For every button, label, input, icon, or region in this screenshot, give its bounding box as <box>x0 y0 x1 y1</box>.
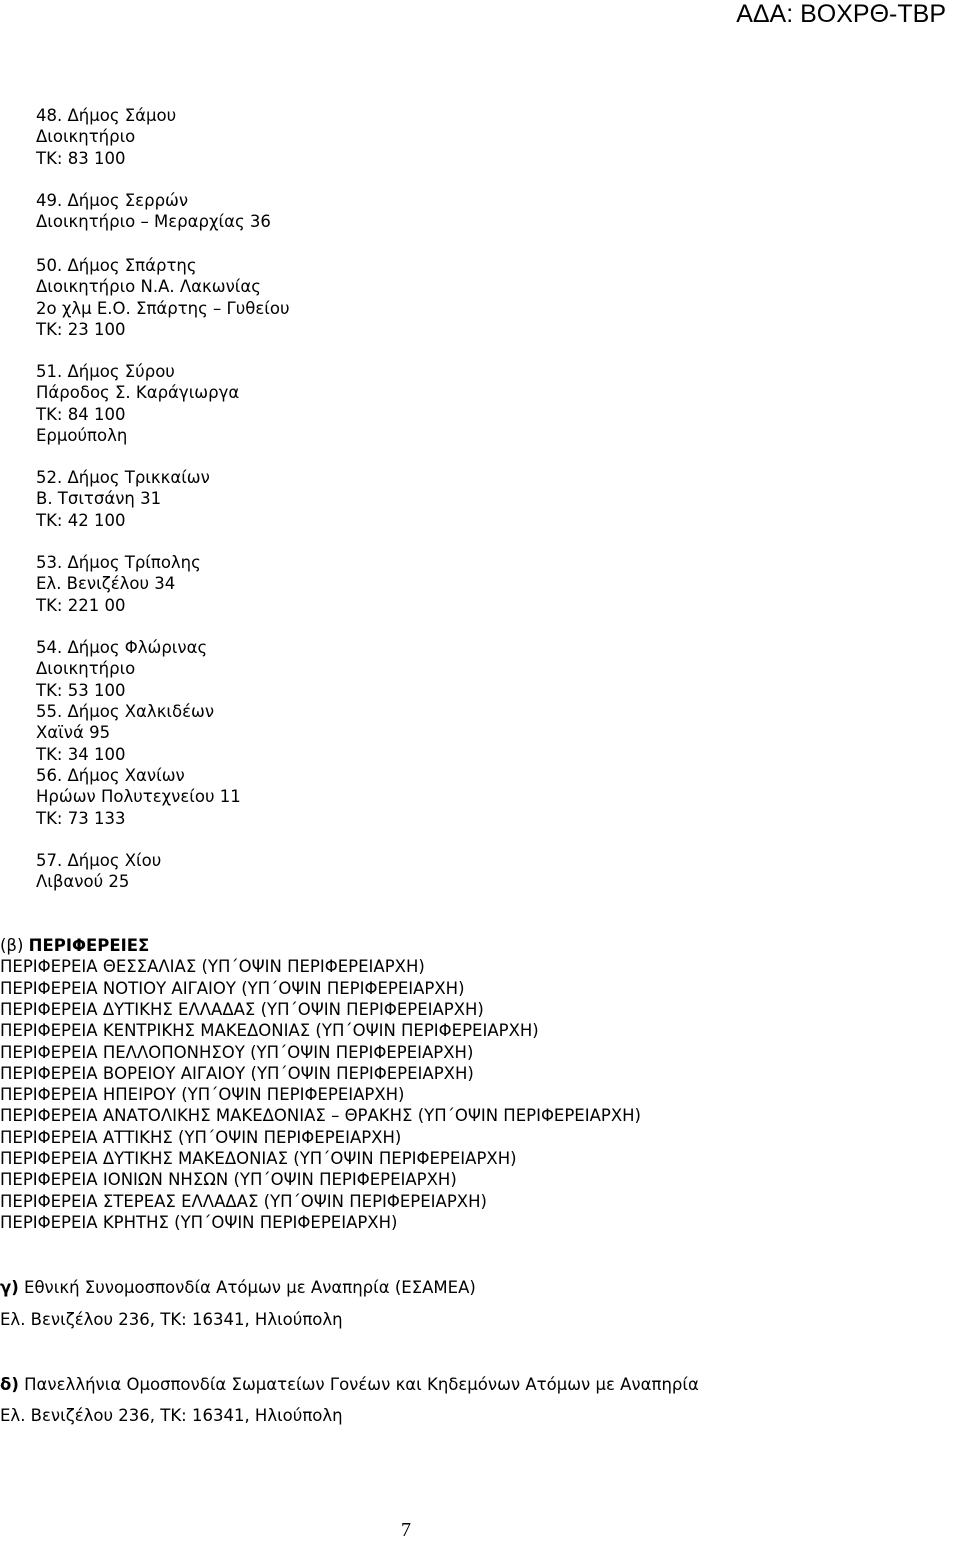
region-item: ΠΕΡΙΦΕΡΕΙΑ ΔΥΤΙΚΗΣ ΜΑΚΕΔΟΝΙΑΣ (ΥΠ΄ΟΨΙΝ ΠΕΡΙΦΕΡΕΙΑΡΧΗ) <box>0 1149 517 1168</box>
region-item: ΠΕΡΙΦΕΡΕΙΑ ΒΟΡΕΙΟΥ ΑΙΓΑΙΟΥ (ΥΠ΄ΟΨΙΝ ΠΕΡΙΦΕΡΕΙΑΡΧΗ) <box>0 1063 474 1083</box>
municipality-address-line: ΤΚ: 73 133 <box>36 808 126 828</box>
municipality-address-line: Διοικητήριο Ν.Α. Λακωνίας <box>36 277 261 297</box>
region-item: ΠΕΡΙΦΕΡΕΙΑ ΑΝΑΤΟΛΙΚΗΣ ΜΑΚΕΔΟΝΙΑΣ – ΘΡΑΚΗΣ (ΥΠ΄ΟΨΙΝ ΠΕΡΙΦΕΡΕΙΑΡΧΗ) <box>0 1106 641 1126</box>
ada-code: ΑΔΑ: ΒΟΧΡΘ-ΤΒΡ <box>736 0 946 28</box>
municipality-address-line: Ελ. Βενιζέλου 34 <box>36 574 176 594</box>
municipality-address-line: Διοικητήριο <box>36 127 136 147</box>
section-d-label: δ) <box>0 1375 19 1394</box>
municipality-address-line: Β. Τσιτσάνη 31 <box>36 489 162 509</box>
municipality-address-line: ΤΚ: 221 00 <box>36 595 126 615</box>
regions-heading: ΠΕΡΙΦΕΡΕΙΕΣ <box>28 936 150 955</box>
municipality-title: 56. Δήμος Χανίων <box>36 766 185 785</box>
region-item: ΠΕΡΙΦΕΡΕΙΑ ΗΠΕΙΡΟΥ (ΥΠ΄ΟΨΙΝ ΠΕΡΙΦΕΡΕΙΑΡΧΗ) <box>0 1085 405 1105</box>
municipality-address-line: ΤΚ: 53 100 <box>36 680 126 700</box>
municipality-address-line: ΤΚ: 83 100 <box>36 148 126 168</box>
region-item: ΠΕΡΙΦΕΡΕΙΑ ΠΕΛΛΟΠΟΝΗΣΟΥ (ΥΠ΄ΟΨΙΝ ΠΕΡΙΦΕΡΕΙΑΡΧΗ) <box>0 1042 474 1062</box>
municipality-address-line: Διοικητήριο <box>36 659 136 679</box>
regions-heading-line <box>0 936 149 956</box>
section-d-name: Πανελλήνια Ομοσπονδία Σωματείων Γονέων και Κηδεμόνων Ατόμων με Αναπηρία <box>18 1375 699 1394</box>
municipality-address-line: Χαϊνά 95 <box>36 723 111 743</box>
section-d-address: Ελ. Βενιζέλου 236, ΤΚ: 16341, Ηλιούπολη <box>0 1406 343 1425</box>
municipality-address-line: Ερμούπολη <box>36 425 128 445</box>
section-g-name: Εθνική Συνομοσπονδία Ατόμων με Αναπηρία (ΕΣΑΜΕΑ) <box>18 1278 476 1297</box>
municipality-address-line: ΤΚ: 42 100 <box>36 510 126 530</box>
section-g-title <box>0 1278 476 1298</box>
region-item: ΠΕΡΙΦΕΡΕΙΑ ΔΥΤΙΚΗΣ ΕΛΛΑΔΑΣ (ΥΠ΄ΟΨΙΝ ΠΕΡΙΦΕΡΕΙΑΡΧΗ) <box>0 999 484 1019</box>
page-number: 7 <box>401 1519 411 1541</box>
section-d-title <box>0 1375 699 1395</box>
municipality-title: 50. Δήμος Σπάρτης <box>36 256 197 275</box>
region-item: ΠΕΡΙΦΕΡΕΙΑ ΣΤΕΡΕΑΣ ΕΛΛΑΔΑΣ (ΥΠ΄ΟΨΙΝ ΠΕΡΙΦΕΡΕΙΑΡΧΗ) <box>0 1191 487 1211</box>
municipality-address-line: ΤΚ: 84 100 <box>36 404 126 424</box>
municipality-address-line: Πάροδος Σ. Καράγιωργα <box>36 383 240 403</box>
municipality-address-line: Λιβανού 25 <box>36 872 130 892</box>
municipality-address-line: Διοικητήριο – Μεραρχίας 36 <box>36 212 271 232</box>
region-item: ΠΕΡΙΦΕΡΕΙΑ ΚΡΗΤΗΣ (ΥΠ΄ΟΨΙΝ ΠΕΡΙΦΕΡΕΙΑΡΧΗ) <box>0 1212 398 1232</box>
section-g-label: γ) <box>0 1278 19 1297</box>
region-item: ΠΕΡΙΦΕΡΕΙΑ ΚΕΝΤΡΙΚΗΣ ΜΑΚΕΔΟΝΙΑΣ (ΥΠ΄ΟΨΙΝ ΠΕΡΙΦΕΡΕΙΑΡΧΗ) <box>0 1021 539 1041</box>
region-item: ΠΕΡΙΦΕΡΕΙΑ ΘΕΣΣΑΛΙΑΣ (ΥΠ΄ΟΨΙΝ ΠΕΡΙΦΕΡΕΙΑΡΧΗ) <box>0 957 425 977</box>
region-item: ΠΕΡΙΦΕΡΕΙΑ ΝΟΤΙΟΥ ΑΙΓΑΙΟΥ (ΥΠ΄ΟΨΙΝ ΠΕΡΙΦΕΡΕΙΑΡΧΗ) <box>0 978 465 998</box>
region-item: ΠΕΡΙΦΕΡΕΙΑ ΑΤΤΙΚΗΣ (ΥΠ΄ΟΨΙΝ ΠΕΡΙΦΕΡΕΙΑΡΧΗ) <box>0 1127 402 1147</box>
municipality-address-line: 2ο χλμ Ε.Ο. Σπάρτης – Γυθείου <box>36 298 290 318</box>
municipality-address-line: ΤΚ: 23 100 <box>36 319 126 339</box>
municipality-title: 48. Δήμος Σάμου <box>36 106 177 125</box>
municipality-title: 57. Δήμος Χίου <box>36 851 162 870</box>
section-g-address: Ελ. Βενιζέλου 236, ΤΚ: 16341, Ηλιούπολη <box>0 1310 343 1329</box>
municipality-address-line: Ηρώων Πολυτεχνείου 11 <box>36 787 241 807</box>
regions-label: (β) <box>0 936 24 955</box>
municipality-title: 51. Δήμος Σύρου <box>36 362 175 381</box>
region-item: ΠΕΡΙΦΕΡΕΙΑ ΙΟΝΙΩΝ ΝΗΣΩΝ (ΥΠ΄ΟΨΙΝ ΠΕΡΙΦΕΡΕΙΑΡΧΗ) <box>0 1170 457 1190</box>
municipality-title: 52. Δήμος Τρικκαίων <box>36 468 210 487</box>
municipality-title: 53. Δήμος Τρίπολης <box>36 553 201 572</box>
municipality-title: 55. Δήμος Χαλκιδέων <box>36 702 215 721</box>
municipality-address-line: ΤΚ: 34 100 <box>36 744 126 764</box>
municipality-title: 54. Δήμος Φλώρινας <box>36 638 208 657</box>
municipality-title: 49. Δήμος Σερρών <box>36 191 189 210</box>
